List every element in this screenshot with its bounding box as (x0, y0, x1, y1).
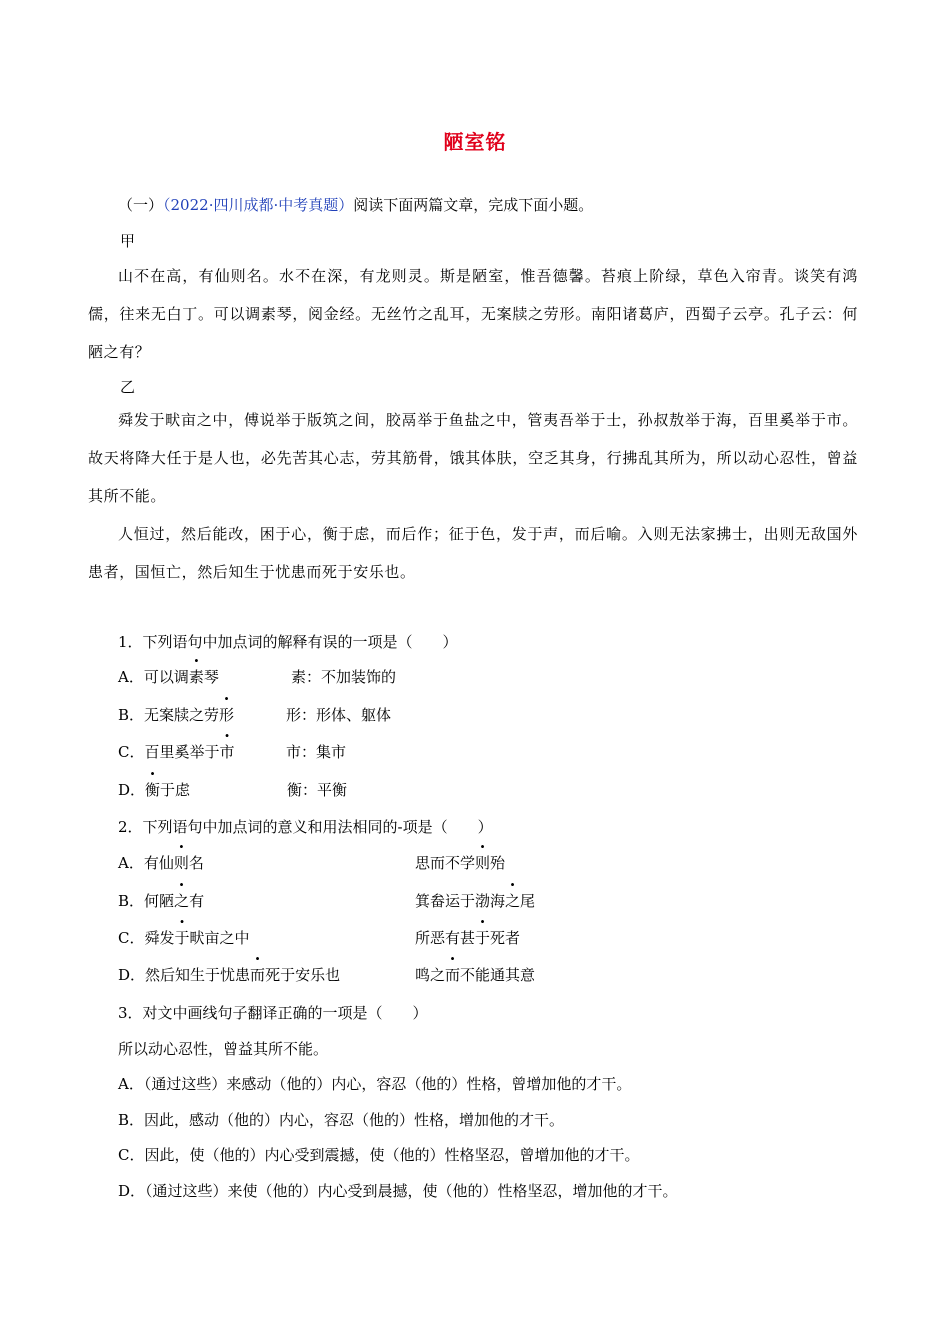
section-number: （一） (118, 196, 164, 214)
passage-b-label: 乙 (120, 378, 136, 396)
question-1-stem: 1．下列语句中加点词的解释有误的一项是（ ） (118, 633, 458, 651)
q2-option-b[interactable]: B．何陋之有 (118, 892, 205, 910)
instruction-text: 阅读下面两篇文章，完成下面小题。 (353, 196, 594, 214)
q3-option-c[interactable]: C．因此，使（他的）内心受到震撼，使（他的）性格坚忍，曾增加他的才干。 (118, 1146, 640, 1164)
q2-option-d[interactable]: D．然后知生于忧患而死于安乐也 (118, 966, 341, 984)
dotted-word: 而 (445, 966, 461, 984)
dotted-word: 之 (174, 892, 190, 910)
q1-option-c-definition: 市：集市 (286, 743, 347, 761)
passage-b-paragraph-1: 舜发于畎亩之中，傅说举于版筑之间，胶鬲举于鱼盐之中，管夷吾举于士，孙叔敖举于海，百里奚举于市。故天将降大任于是人也，必先苦其心志，劳其筋骨，饿其体肤，空乏其身，行拂乱其所为，所以动心忍性，曾益其所不能。 (88, 411, 858, 505)
dotted-word: 则 (475, 854, 491, 872)
q3-option-a[interactable]: A．（通过这些）来感动（他的）内心，容忍（他的）性格，曾增加他的才干。 (118, 1075, 632, 1093)
dotted-word: 则 (173, 854, 189, 872)
passage-a-label: 甲 (120, 232, 136, 250)
question-intro (118, 194, 593, 215)
q1-option-b[interactable]: B．无案牍之劳形 (118, 706, 235, 724)
dotted-word: 于 (174, 929, 190, 947)
dotted-word: 于 (475, 929, 491, 947)
q1-option-d[interactable]: D．衡于虑 (118, 781, 191, 799)
question-2-stem: 2．下列语句中加点词的意义和用法相同的-项是（ ） (118, 818, 493, 836)
dotted-word: 而 (250, 966, 266, 984)
q2-option-b-compare: 箕畚运于渤海之尾 (415, 892, 536, 910)
q3-option-b[interactable]: B．因此，感动（他的）内心，容忍（他的）性格，增加他的才干。 (118, 1111, 565, 1129)
q2-option-c[interactable]: C．舜发于畎亩之中 (118, 929, 250, 947)
page-title: 陋室铭 (443, 130, 507, 154)
q1-option-a[interactable]: A．可以调素琴 (118, 668, 219, 686)
q3-option-d[interactable]: D．（通过这些）来使（他的）内心受到晨撼，使（他的）性格坚忍，增加他的才干。 (118, 1182, 678, 1200)
passage-b-paragraph-2: 人恒过，然后能改，困于心，衡于虑，而后作；征于色，发于声，而后喻。入则无法家拂士，出则无敌国外患者，国恒亡，然后知生于忧患而死于安乐也。 (88, 525, 858, 581)
source-link[interactable]: （2022·四川成都·中考真题） (163, 196, 354, 214)
question-3-stem: 3．对文中画线句子翻译正确的一项是（ ） (118, 1004, 428, 1022)
q1-option-b-definition: 形：形体、躯体 (286, 706, 392, 724)
q2-option-a[interactable]: A．有仙则名 (118, 854, 204, 872)
dotted-word: 衡 (145, 781, 161, 799)
dotted-word: 形 (219, 706, 235, 724)
q3-target-sentence: 所以动心忍性，曾益其所不能。 (118, 1040, 329, 1058)
dotted-word: 市 (219, 743, 235, 761)
q2-option-d-compare: 鸣之而不能通其意 (415, 966, 536, 984)
passage-a-text: 山不在高，有仙则名。水不在深，有龙则灵。斯是陋室，惟吾德馨。苔痕上阶绿，草色入帘青。谈笑有鸿儒，往来无白丁。可以调素琴，阅金经。无丝竹之乱耳，无案牍之劳形。南阳诸葛庐，西蜀子云亭。孔子云：何陋之有？ (88, 267, 858, 361)
dotted-word: 素 (188, 668, 204, 686)
q1-option-c[interactable]: C．百里奚举于市 (118, 743, 235, 761)
q2-option-a-compare: 思而不学则殆 (415, 854, 506, 872)
q2-option-c-compare: 所恶有甚于死者 (415, 929, 521, 947)
dotted-word: 之 (505, 892, 521, 910)
q1-option-a-definition: 素：不加装饰的 (291, 668, 397, 686)
q1-option-d-definition: 衡：平衡 (287, 781, 348, 799)
